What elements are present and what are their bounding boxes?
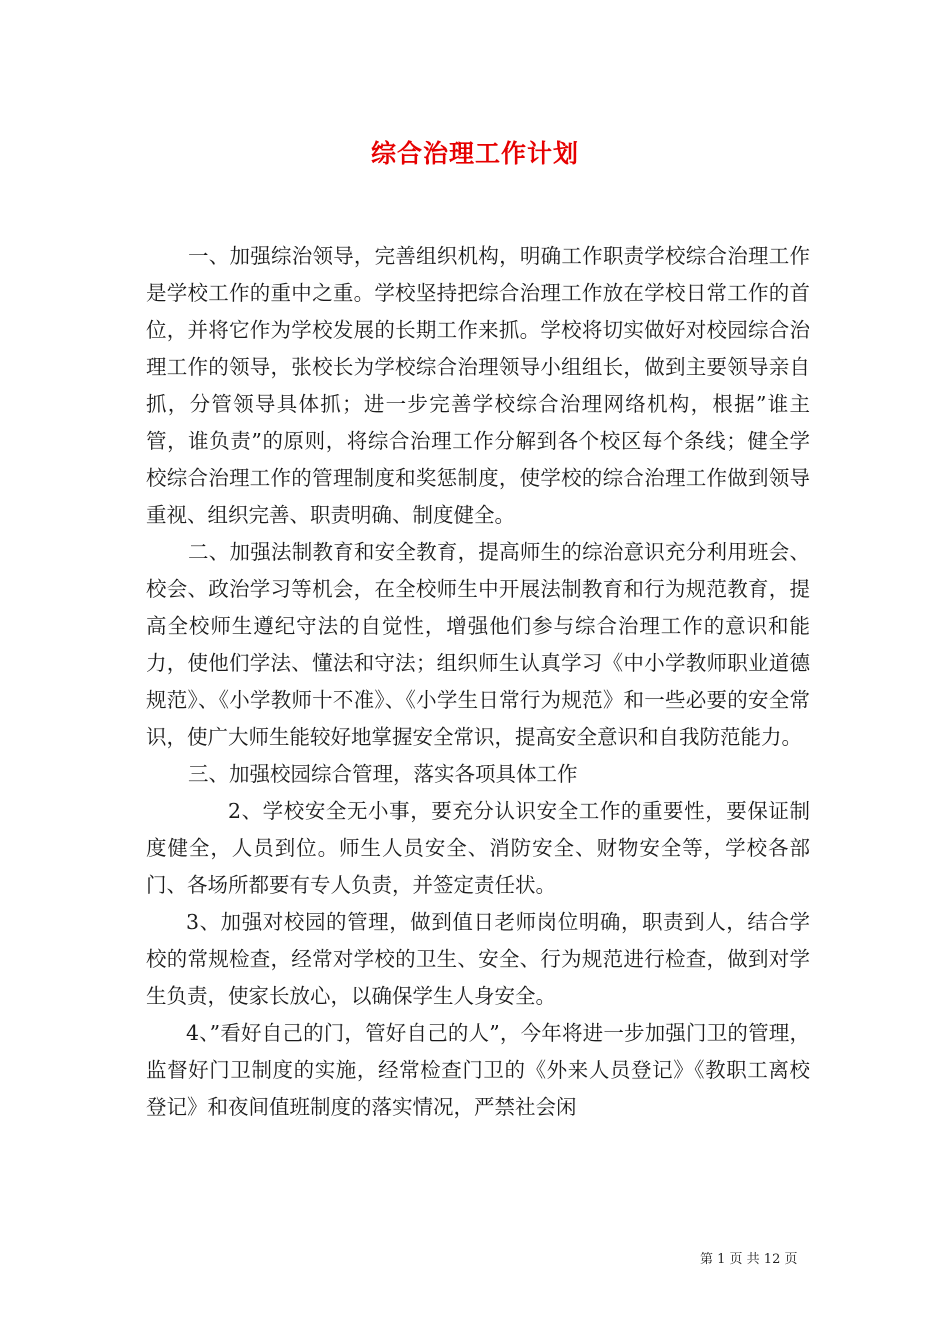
page-number: 第 1 页 共 12 页 [700, 1252, 798, 1267]
document-title: 综合治理工作计划 [370, 139, 579, 168]
paragraph-3: 三、加强校园综合管理，落实各项具体工作 [188, 762, 578, 786]
paragraph-6: 4、”看好自己的门，管好自己的人”，今年将进一步加强门卫的管理，监督好门卫制度的实施，经常检查门卫的《外来人员登记》《教职工离校登记》和夜间值班制度的落实情况，严禁社会闲 [146, 1021, 810, 1119]
paragraph-1: 一、加强综治领导，完善组织机构，明确工作职责学校综合治理工作是学校工作的重中之重。学校坚持把综合治理工作放在学校日常工作的首位，并将它作为学校发展的长期工作来抓。学校将切实做好对校园综合治理工作的领导，张校长为学校综合治理领导小组组长，做到主要领导亲自抓，分管领导具体抓；进一步完善学校综合治理网络机构，根据”谁主管，谁负责”的原则，将综合治理工作分解到各个校区每个条线；健全学校综合治理工作的管理制度和奖惩制度，使学校的综合治理工作做到领导重视、组织完善、职责明确、制度健全。 [146, 244, 810, 527]
paragraph-4: 2、学校安全无小事，要充分认识安全工作的重要性，要保证制度健全，人员到位。师生人员安全、消防安全、财物安全等，学校各部门、各场所都要有专人负责，并签定责任状。 [146, 799, 810, 897]
paragraph-2: 二、加强法制教育和安全教育，提高师生的综治意识充分利用班会、校会、政治学习等机会，在全校师生中开展法制教育和行为规范教育，提高全校师生遵纪守法的自觉性，增强他们参与综合治理工作的意识和能力，使他们学法、懂法和守法；组织师生认真学习《中小学教师职业道德规范》、《小学教师十不准》、《小学生日常行为规范》和一些必要的安全常识，使广大师生能较好地掌握安全常识，提高安全意识和自我防范能力。 [146, 540, 810, 749]
document-body [146, 238, 810, 1126]
paragraph-5: 3、加强对校园的管理，做到值日老师岗位明确，职责到人，结合学校的常规检查，经常对学校的卫生、安全、行为规范进行检查，做到对学生负责，使家长放心，以确保学生人身安全。 [146, 910, 810, 1008]
